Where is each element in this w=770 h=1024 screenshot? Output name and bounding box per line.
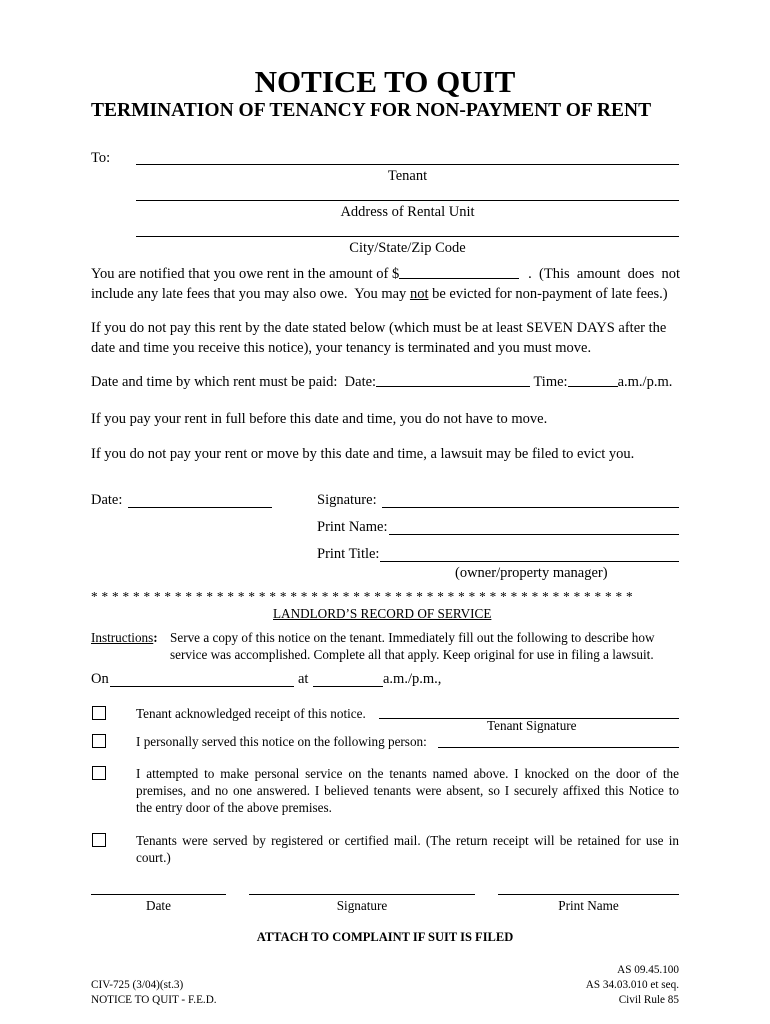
seven-days-line-1: If you do not pay this rent by the date stated below (which must be at least SEVEN DAYS after the: [91, 320, 667, 336]
form-id: CIV-725 (3/04)(st.3): [91, 979, 184, 991]
pay-by-ampm: a.m./p.m.: [617, 374, 673, 390]
option-affixed-line-3: the entry door of the above premises.: [136, 800, 332, 815]
instructions-line-2: service was accomplished. Complete all that apply. Keep original for use in filing a lawsuit.: [170, 647, 654, 662]
bottom-date-label: Date: [146, 898, 171, 913]
at-label: at: [298, 671, 309, 687]
option-affixed-checkbox[interactable]: [92, 766, 106, 780]
form-name: NOTICE TO QUIT - F.E.D.: [91, 994, 217, 1006]
rent-amount-line: [91, 266, 680, 283]
late-fees-text-a: include any late fees that you may also owe. You may: [91, 286, 410, 302]
tenant-label: Tenant: [387, 168, 428, 184]
late-fees-not: not: [409, 286, 429, 302]
date-field[interactable]: [128, 507, 272, 508]
print-name-field[interactable]: [389, 534, 679, 535]
on-label: On: [91, 671, 109, 687]
option-mail-line-1: Tenants were served by registered or certified mail. (The return receipt will be retained for use in: [136, 833, 679, 848]
instructions-label-group: [91, 630, 158, 646]
print-title-field[interactable]: [380, 561, 679, 562]
option-affixed-line-2: premises, and no one answered. I believed tenants were absent, so I securely affixed this Notice to: [136, 783, 679, 798]
lawsuit-text: If you do not pay your rent or move by this date and time, a lawsuit may be filed to evict you.: [91, 446, 635, 462]
record-heading: LANDLORD’S RECORD OF SERVICE: [273, 606, 492, 621]
option-affixed-line-1: I attempted to make personal service on the tenants named above. I knocked on the door of the: [136, 766, 679, 781]
print-name-label: Print Name:: [317, 519, 388, 535]
print-title-label: Print Title:: [317, 546, 380, 562]
instructions-colon: :: [153, 630, 158, 645]
bottom-signature-field[interactable]: [249, 894, 475, 895]
date-label: Date:: [91, 492, 123, 508]
pay-by-date-field[interactable]: [376, 374, 530, 387]
pay-by-date-label: Date and time by which rent must be paid: Date:: [91, 374, 377, 390]
page-subtitle: TERMINATION OF TENANCY FOR NON-PAYMENT OF RENT: [91, 100, 652, 121]
late-fees-line: [91, 286, 668, 303]
option-acknowledged-checkbox[interactable]: [92, 706, 106, 720]
service-ampm: a.m./p.m.,: [383, 671, 442, 687]
page-title: NOTICE TO QUIT: [254, 64, 516, 99]
served-person-field[interactable]: [438, 747, 679, 748]
address-label: Address of Rental Unit: [340, 204, 475, 220]
city-state-zip-field[interactable]: [136, 236, 679, 237]
city-state-zip-label: City/State/Zip Code: [349, 240, 466, 256]
to-label: To:: [91, 150, 111, 166]
service-date-field[interactable]: [110, 686, 294, 687]
instructions-label: Instructions: [91, 630, 154, 645]
bottom-signature-label: Signature: [336, 898, 388, 913]
tenant-signature-label: Tenant Signature: [487, 718, 577, 733]
signature-label: Signature:: [317, 492, 377, 508]
rent-text-b: . (This amount does not: [528, 266, 680, 282]
option-personally-served-text: I personally served this notice on the following person:: [136, 734, 427, 749]
option-mail-checkbox[interactable]: [92, 833, 106, 847]
option-acknowledged-text: Tenant acknowledged receipt of this notice.: [136, 706, 366, 721]
address-field[interactable]: [136, 200, 679, 201]
rent-amount-field[interactable]: [399, 266, 519, 279]
bottom-print-name-label: Print Name: [558, 898, 619, 913]
statute-1: AS 09.45.100: [617, 964, 679, 976]
pay-by-time-field[interactable]: [568, 374, 618, 387]
service-time-field[interactable]: [313, 686, 383, 687]
bottom-date-field[interactable]: [91, 894, 226, 895]
owner-note: (owner/property manager): [455, 565, 608, 581]
rent-text-a: You are notified that you owe rent in the amount of $: [91, 266, 400, 282]
late-fees-text-b: be evicted for non-payment of late fees.): [428, 286, 668, 302]
civil-rule: Civil Rule 85: [618, 994, 679, 1006]
pay-in-full-text: If you pay your rent in full before this date and time, you do not have to move.: [91, 411, 548, 427]
instructions-line-1: Serve a copy of this notice on the tenant. Immediately fill out the following to describe how: [170, 630, 655, 645]
pay-by-time-label: Time:: [530, 374, 568, 390]
signature-field[interactable]: [382, 507, 679, 508]
statute-2: AS 34.03.010 et seq.: [585, 979, 679, 991]
attach-note: ATTACH TO COMPLAINT IF SUIT IS FILED: [256, 930, 514, 944]
seven-days-line-2: date and time you receive this notice), your tenancy is terminated and you must move.: [91, 340, 592, 356]
option-personally-served-checkbox[interactable]: [92, 734, 106, 748]
bottom-print-name-field[interactable]: [498, 894, 679, 895]
pay-by-line: [91, 374, 672, 391]
option-mail-line-2: court.): [136, 850, 171, 865]
asterisk-divider: * * * * * * * * * * * * * * * * * * * * * * * * * * * * * * * * * * * * * * * * * * * * * * * * * * * *: [91, 589, 633, 604]
tenant-name-field[interactable]: [136, 164, 679, 165]
